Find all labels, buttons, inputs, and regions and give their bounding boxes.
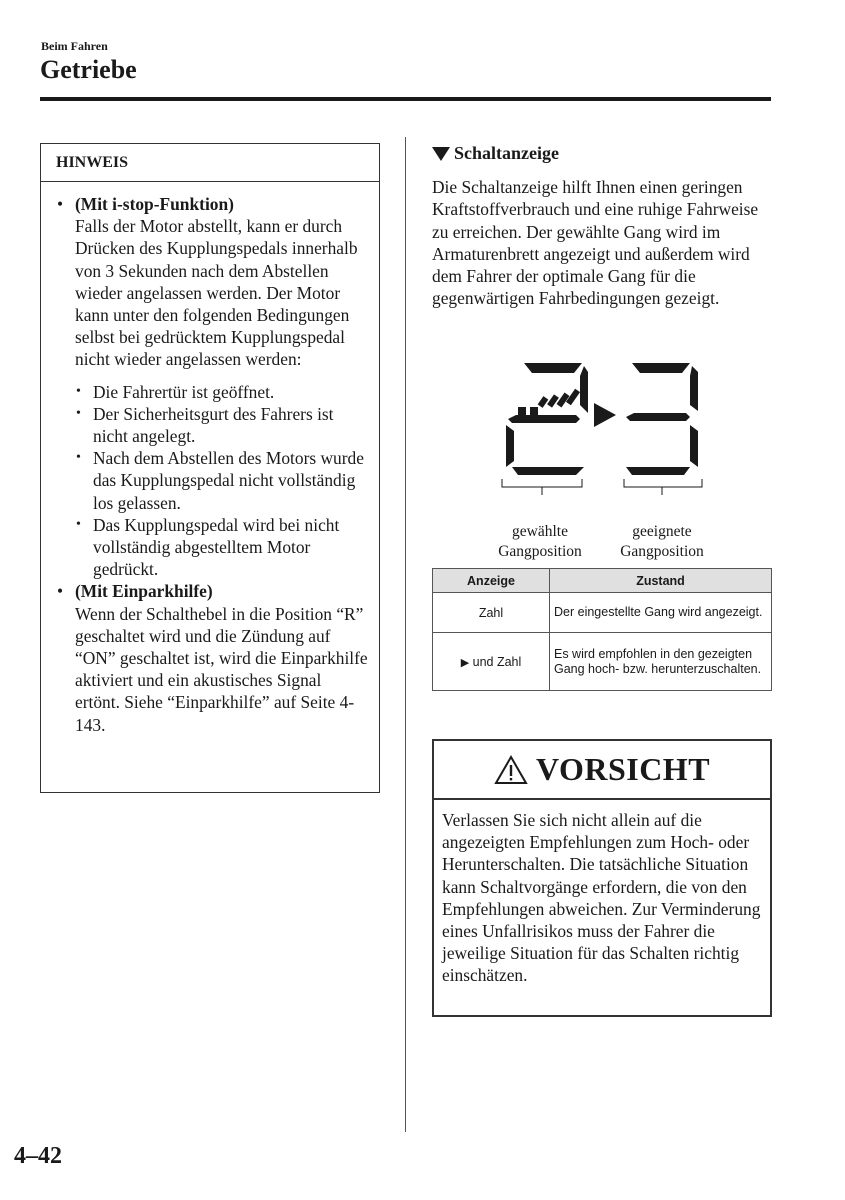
sub-list-item: • Die Fahrertür ist geöffnet. bbox=[76, 381, 275, 402]
bullet-icon: • bbox=[57, 194, 64, 214]
indicator-table bbox=[432, 568, 772, 691]
hinweis-box bbox=[40, 143, 380, 793]
caution-title: VORSICHT bbox=[535, 751, 711, 787]
table-cell: Es wird empfohlen in den gezeigten Gang hoch- bzw. herunterzuschalten. bbox=[550, 633, 772, 691]
table-row bbox=[433, 633, 772, 691]
sub-list-item: • Das Kupplungspedal wird bei nicht vollständig abgestelltem Motor gedrückt. bbox=[76, 514, 340, 580]
table-cell: ▶ und Zahl bbox=[433, 633, 550, 691]
list-item bbox=[57, 193, 369, 580]
table-cell: Der eingestellte Gang wird angezeigt. bbox=[550, 593, 772, 633]
intro-paragraph: Die Schaltanzeige hilft Ihnen einen geringen Kraftstoffverbrauch und eine ruhige Fahrweise zu erreichen. Der gewählte Gang wird im Armaturenbrett angezeigt und außerdem wird dem Fahrer der optimale Gang für die gegenwärtigen Fahrbedingungen gezeigt. bbox=[432, 177, 759, 309]
page-number: 4–42 bbox=[14, 1143, 62, 1169]
item-heading: (Mit i-stop-Funktion) bbox=[75, 194, 234, 214]
label-selected-gear: gewählte Gangposition bbox=[498, 523, 582, 560]
item-text: Wenn der Schalthebel in die Position “R” geschaltet wird und die Zündung auf “ON” geschaltet ist, wird die Einparkhilfe aktiviert und ein akustisches Signal ertönt. Siehe “Einparkhilfe” auf Seite 4-143. bbox=[75, 603, 368, 735]
gear-indicator-diagram bbox=[420, 355, 780, 570]
bullet-icon: • bbox=[76, 516, 81, 532]
sub-list bbox=[75, 381, 369, 581]
section-label: Beim Fahren bbox=[41, 39, 108, 53]
triangle-down-icon bbox=[432, 147, 450, 161]
warning-triangle-icon bbox=[494, 755, 528, 785]
page-title: Getriebe bbox=[40, 55, 137, 84]
sub-list-item: • Nach dem Abstellen des Motors wurde das Kupplungspedal nicht vollständig los gelassen. bbox=[76, 448, 364, 513]
table-header-row bbox=[433, 569, 772, 593]
title-rule bbox=[40, 97, 771, 101]
seven-segment-digit-3 bbox=[626, 363, 698, 475]
bracket-left bbox=[502, 479, 582, 487]
caution-header bbox=[434, 741, 770, 800]
gear-display-svg bbox=[420, 355, 780, 495]
sub-list-item: • Der Sicherheitsgurt des Fahrers ist nicht angelegt. bbox=[76, 403, 334, 447]
section-heading: Schaltanzeige bbox=[432, 143, 559, 164]
item-text: Falls der Motor abstellt, kann er durch Drücken des Kupplungspedals innerhalb von 3 Sekunden nach dem Abstellen wieder angelassen werden. Der Motor kann unter den folgenden Bedingungen selbst bei gedrücktem Kupplungspedal nicht wieder angelassen werden: bbox=[75, 216, 358, 370]
arrow-right-icon bbox=[594, 403, 616, 427]
item-heading: (Mit Einparkhilfe) bbox=[75, 581, 213, 602]
hinweis-body bbox=[41, 182, 379, 736]
list-item bbox=[57, 580, 369, 735]
bullet-icon: • bbox=[76, 383, 81, 399]
table-header: Zustand bbox=[550, 569, 772, 593]
column-divider bbox=[405, 137, 406, 1132]
table-cell: Zahl bbox=[433, 593, 550, 633]
caution-text: Verlassen Sie sich nicht allein auf die angezeigten Empfehlungen zum Hoch- oder Herunterschalten. Die tatsächliche Situation kann Schaltvorgänge erfordern, die von den Empfehlungen abweichen. Zur Verminderung eines Unfallrisikos muss der Fahrer die jeweilige Situation für das Schalten richtig einschätzen. bbox=[442, 810, 761, 986]
bracket-right bbox=[624, 479, 702, 487]
table-header: Anzeige bbox=[433, 569, 550, 593]
bullet-icon: • bbox=[57, 581, 64, 602]
arrow-right-icon: ▶ bbox=[460, 656, 470, 669]
table-row bbox=[433, 593, 772, 633]
bullet-icon: • bbox=[76, 405, 81, 421]
bullet-icon: • bbox=[76, 450, 81, 466]
label-suggested-gear: geeignete Gangposition bbox=[620, 523, 704, 560]
hinweis-title: HINWEIS bbox=[41, 144, 379, 182]
caution-box bbox=[432, 739, 772, 1017]
seven-segment-digit-2 bbox=[506, 363, 588, 475]
